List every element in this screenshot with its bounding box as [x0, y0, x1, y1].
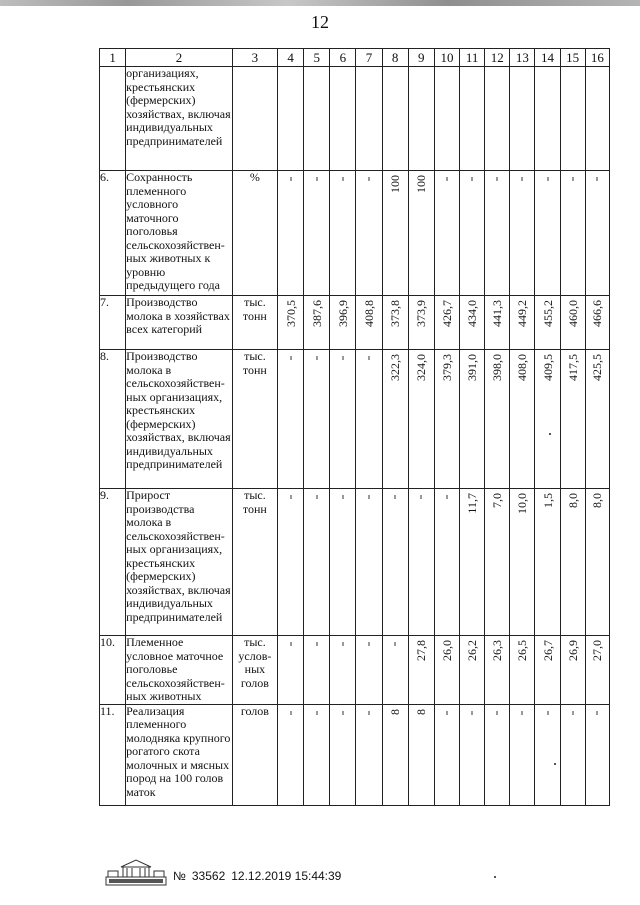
value-cell — [382, 171, 408, 296]
value-cell — [356, 704, 382, 805]
value-cell — [330, 704, 356, 805]
table-row — [100, 636, 610, 705]
row-number: 10. — [100, 636, 126, 705]
header-cell: 13 — [510, 49, 535, 67]
dash-mark — [316, 711, 317, 715]
value-cell — [460, 296, 485, 350]
value-cell — [434, 704, 459, 805]
value-cell — [535, 489, 560, 636]
value-text: 10,0 — [515, 493, 530, 514]
value-cell — [434, 350, 459, 489]
value-cell — [434, 67, 459, 171]
value-cell — [278, 296, 304, 350]
value-cell — [460, 67, 485, 171]
dash-mark — [497, 177, 498, 181]
value-text: 370,5 — [283, 300, 298, 327]
value-cell — [304, 704, 330, 805]
indicator-name: Реализация племенного молодняка крупного рогатого скота молочных и мясных пород на 100 голов маток — [126, 704, 233, 805]
value-text: 324,0 — [414, 354, 429, 381]
value-cell — [560, 489, 585, 636]
header-cell: 5 — [304, 49, 330, 67]
value-cell — [356, 67, 382, 171]
value-cell — [510, 171, 535, 296]
value-cell — [382, 296, 408, 350]
value-cell — [408, 636, 434, 705]
value-cell — [382, 704, 408, 805]
dash-mark — [395, 495, 396, 499]
value-cell — [330, 350, 356, 489]
dash-mark — [421, 495, 422, 499]
value-cell — [356, 489, 382, 636]
registration-footer — [105, 858, 525, 892]
unit-of-measure: тыс. услов-ных голов — [232, 636, 277, 705]
header-cell: 14 — [535, 49, 560, 67]
value-text: 26,0 — [439, 640, 454, 661]
value-text: 425,5 — [590, 354, 605, 381]
value-text: 7,0 — [490, 493, 505, 508]
value-cell — [408, 171, 434, 296]
value-cell — [434, 636, 459, 705]
dash-mark — [446, 711, 447, 715]
dash-mark — [316, 177, 317, 181]
value-cell — [356, 636, 382, 705]
value-text: 100 — [414, 175, 429, 193]
value-cell — [304, 636, 330, 705]
scan-edge-artifact — [0, 0, 640, 6]
dash-mark — [290, 642, 291, 646]
value-cell — [460, 704, 485, 805]
value-text: 417,5 — [565, 354, 580, 381]
value-cell — [278, 636, 304, 705]
header-cell: 11 — [460, 49, 485, 67]
table-row — [100, 296, 610, 350]
value-text: 434,0 — [465, 300, 480, 327]
value-cell — [485, 489, 510, 636]
value-cell — [408, 67, 434, 171]
table-row — [100, 67, 610, 171]
value-cell — [535, 704, 560, 805]
registration-stamp-text — [173, 869, 347, 883]
value-cell — [330, 171, 356, 296]
dash-mark — [446, 177, 447, 181]
value-text: 455,2 — [540, 300, 555, 327]
value-cell — [510, 296, 535, 350]
scan-speck — [554, 763, 556, 765]
value-text: 26,3 — [490, 640, 505, 661]
value-cell — [304, 67, 330, 171]
dash-mark — [547, 711, 548, 715]
value-cell — [330, 489, 356, 636]
indicator-name: Производство молока в сельскохозяйствен-ных организациях, крестьянских (фермерских) хозяйствах, включая индивидуальных предпринимателей — [126, 350, 233, 489]
value-cell — [585, 171, 609, 296]
value-cell — [382, 67, 408, 171]
value-cell — [485, 704, 510, 805]
value-cell — [408, 296, 434, 350]
dash-mark — [572, 711, 573, 715]
value-cell — [485, 636, 510, 705]
row-number: 9. — [100, 489, 126, 636]
indicators-table — [99, 48, 610, 806]
value-text: 8,0 — [565, 493, 580, 508]
dash-mark — [369, 642, 370, 646]
scan-speck — [494, 876, 496, 878]
scan-speck — [549, 433, 551, 435]
value-cell — [408, 350, 434, 489]
value-cell — [560, 296, 585, 350]
value-cell — [382, 350, 408, 489]
dash-mark — [316, 642, 317, 646]
number-symbol: № — [173, 869, 186, 883]
value-cell — [560, 67, 585, 171]
value-text: 100 — [388, 175, 403, 193]
dash-mark — [547, 177, 548, 181]
value-text: 26,5 — [515, 640, 530, 661]
value-cell — [585, 296, 609, 350]
value-cell — [278, 350, 304, 489]
value-text: 387,6 — [309, 300, 324, 327]
header-cell: 4 — [278, 49, 304, 67]
value-cell — [535, 67, 560, 171]
value-text: 466,6 — [590, 300, 605, 327]
dash-mark — [522, 177, 523, 181]
value-cell — [535, 350, 560, 489]
value-text: 449,2 — [515, 300, 530, 327]
dash-mark — [316, 356, 317, 360]
value-text: 8,0 — [590, 493, 605, 508]
value-text: 373,9 — [414, 300, 429, 327]
value-text: 8 — [414, 708, 429, 715]
table-body — [100, 49, 610, 806]
unit-of-measure: тыс. тонн — [232, 296, 277, 350]
unit-of-measure: тыс. тонн — [232, 489, 277, 636]
value-cell — [356, 171, 382, 296]
page-number: 12 — [311, 12, 329, 32]
value-cell — [560, 636, 585, 705]
dash-mark — [369, 177, 370, 181]
value-cell — [585, 636, 609, 705]
value-cell — [535, 296, 560, 350]
value-cell — [585, 489, 609, 636]
value-text: 426,7 — [439, 300, 454, 327]
dash-mark — [369, 356, 370, 360]
value-text: 391,0 — [465, 354, 480, 381]
value-cell — [434, 489, 459, 636]
value-text: 322,3 — [388, 354, 403, 381]
dash-mark — [342, 711, 343, 715]
value-text: 27,8 — [414, 640, 429, 661]
dash-mark — [342, 177, 343, 181]
unit-of-measure: тыс. тонн — [232, 350, 277, 489]
value-text: 11,7 — [465, 493, 480, 514]
value-cell — [535, 636, 560, 705]
value-cell — [585, 350, 609, 489]
value-cell — [485, 296, 510, 350]
table-row — [100, 171, 610, 296]
dash-mark — [597, 177, 598, 181]
dash-mark — [369, 711, 370, 715]
value-cell — [278, 67, 304, 171]
table-row — [100, 704, 610, 805]
value-cell — [485, 67, 510, 171]
header-cell: 7 — [356, 49, 382, 67]
indicator-name: Производство молока в хозяйствах всех категорий — [126, 296, 233, 350]
value-text: 27,0 — [590, 640, 605, 661]
dash-mark — [290, 711, 291, 715]
registration-datetime: 12.12.2019 15:44:39 — [231, 869, 342, 883]
dash-mark — [290, 177, 291, 181]
row-number: 8. — [100, 350, 126, 489]
header-cell: 10 — [434, 49, 459, 67]
value-cell — [460, 171, 485, 296]
value-cell — [535, 171, 560, 296]
value-cell — [382, 489, 408, 636]
header-cell: 8 — [382, 49, 408, 67]
value-cell — [278, 489, 304, 636]
header-cell: 9 — [408, 49, 434, 67]
value-text: 460,0 — [565, 300, 580, 327]
dash-mark — [342, 495, 343, 499]
dash-mark — [446, 495, 447, 499]
unit-of-measure: голов — [232, 704, 277, 805]
value-cell — [510, 350, 535, 489]
value-cell — [304, 296, 330, 350]
value-cell — [485, 350, 510, 489]
value-text: 396,9 — [335, 300, 350, 327]
dash-mark — [395, 642, 396, 646]
value-cell — [304, 171, 330, 296]
value-cell — [460, 636, 485, 705]
dash-mark — [342, 642, 343, 646]
dash-mark — [497, 711, 498, 715]
value-cell — [356, 350, 382, 489]
dash-mark — [342, 356, 343, 360]
value-cell — [560, 350, 585, 489]
value-cell — [408, 489, 434, 636]
indicator-name: организациях, крестьянских (фермерских) хозяйствах, включая индивидуальных предпринимателей — [126, 67, 233, 171]
dash-mark — [316, 495, 317, 499]
value-cell — [510, 636, 535, 705]
value-cell — [510, 67, 535, 171]
dash-mark — [290, 495, 291, 499]
unit-of-measure: % — [232, 171, 277, 296]
value-cell — [278, 171, 304, 296]
value-cell — [510, 489, 535, 636]
header-row — [100, 49, 610, 67]
value-text: 26,2 — [465, 640, 480, 661]
value-cell — [560, 704, 585, 805]
value-text: 373,8 — [388, 300, 403, 327]
value-cell — [585, 67, 609, 171]
header-cell: 12 — [485, 49, 510, 67]
unit-of-measure — [232, 67, 277, 171]
header-cell: 1 — [100, 49, 126, 67]
table-row — [100, 350, 610, 489]
header-cell: 16 — [585, 49, 609, 67]
value-cell — [434, 296, 459, 350]
row-number: 6. — [100, 171, 126, 296]
indicator-name: Прирост производства молока в сельскохозяйствен-ных организациях, крестьянских (фермерских) хозяйствах, включая индивидуальных предпринимателей — [126, 489, 233, 636]
value-cell — [560, 171, 585, 296]
indicator-name: Племенное условное маточное поголовье сельскохозяйствен-ных животных — [126, 636, 233, 705]
value-cell — [585, 704, 609, 805]
value-cell — [382, 636, 408, 705]
value-text: 26,9 — [565, 640, 580, 661]
value-text: 408,8 — [362, 300, 377, 327]
dash-mark — [522, 711, 523, 715]
indicator-name: Сохранность племенного условного маточного поголовья сельскохозяйствен-ных животных к уровню предыдущего года — [126, 171, 233, 296]
value-cell — [460, 350, 485, 489]
header-cell: 3 — [232, 49, 277, 67]
header-cell: 6 — [330, 49, 356, 67]
header-cell: 15 — [560, 49, 585, 67]
table-row — [100, 489, 610, 636]
dash-mark — [290, 356, 291, 360]
dash-mark — [572, 177, 573, 181]
row-number — [100, 67, 126, 171]
value-text: 8 — [388, 708, 403, 715]
dash-mark — [597, 711, 598, 715]
row-number: 7. — [100, 296, 126, 350]
government-building-logo-icon — [105, 858, 167, 888]
header-cell: 2 — [126, 49, 233, 67]
dash-mark — [472, 177, 473, 181]
value-text: 441,3 — [490, 300, 505, 327]
value-cell — [434, 171, 459, 296]
dash-mark — [472, 711, 473, 715]
value-cell — [278, 704, 304, 805]
value-cell — [460, 489, 485, 636]
value-cell — [330, 67, 356, 171]
value-cell — [408, 704, 434, 805]
value-cell — [485, 171, 510, 296]
value-cell — [510, 704, 535, 805]
value-cell — [304, 350, 330, 489]
value-text: 409,5 — [540, 354, 555, 381]
value-cell — [356, 296, 382, 350]
value-text: 408,0 — [515, 354, 530, 381]
value-text: 1,5 — [540, 493, 555, 508]
document-number: 33562 — [191, 869, 226, 883]
value-cell — [330, 296, 356, 350]
dash-mark — [369, 495, 370, 499]
value-text: 398,0 — [490, 354, 505, 381]
value-cell — [304, 489, 330, 636]
value-cell — [330, 636, 356, 705]
row-number: 11. — [100, 704, 126, 805]
value-text: 26,7 — [540, 640, 555, 661]
value-text: 379,3 — [439, 354, 454, 381]
